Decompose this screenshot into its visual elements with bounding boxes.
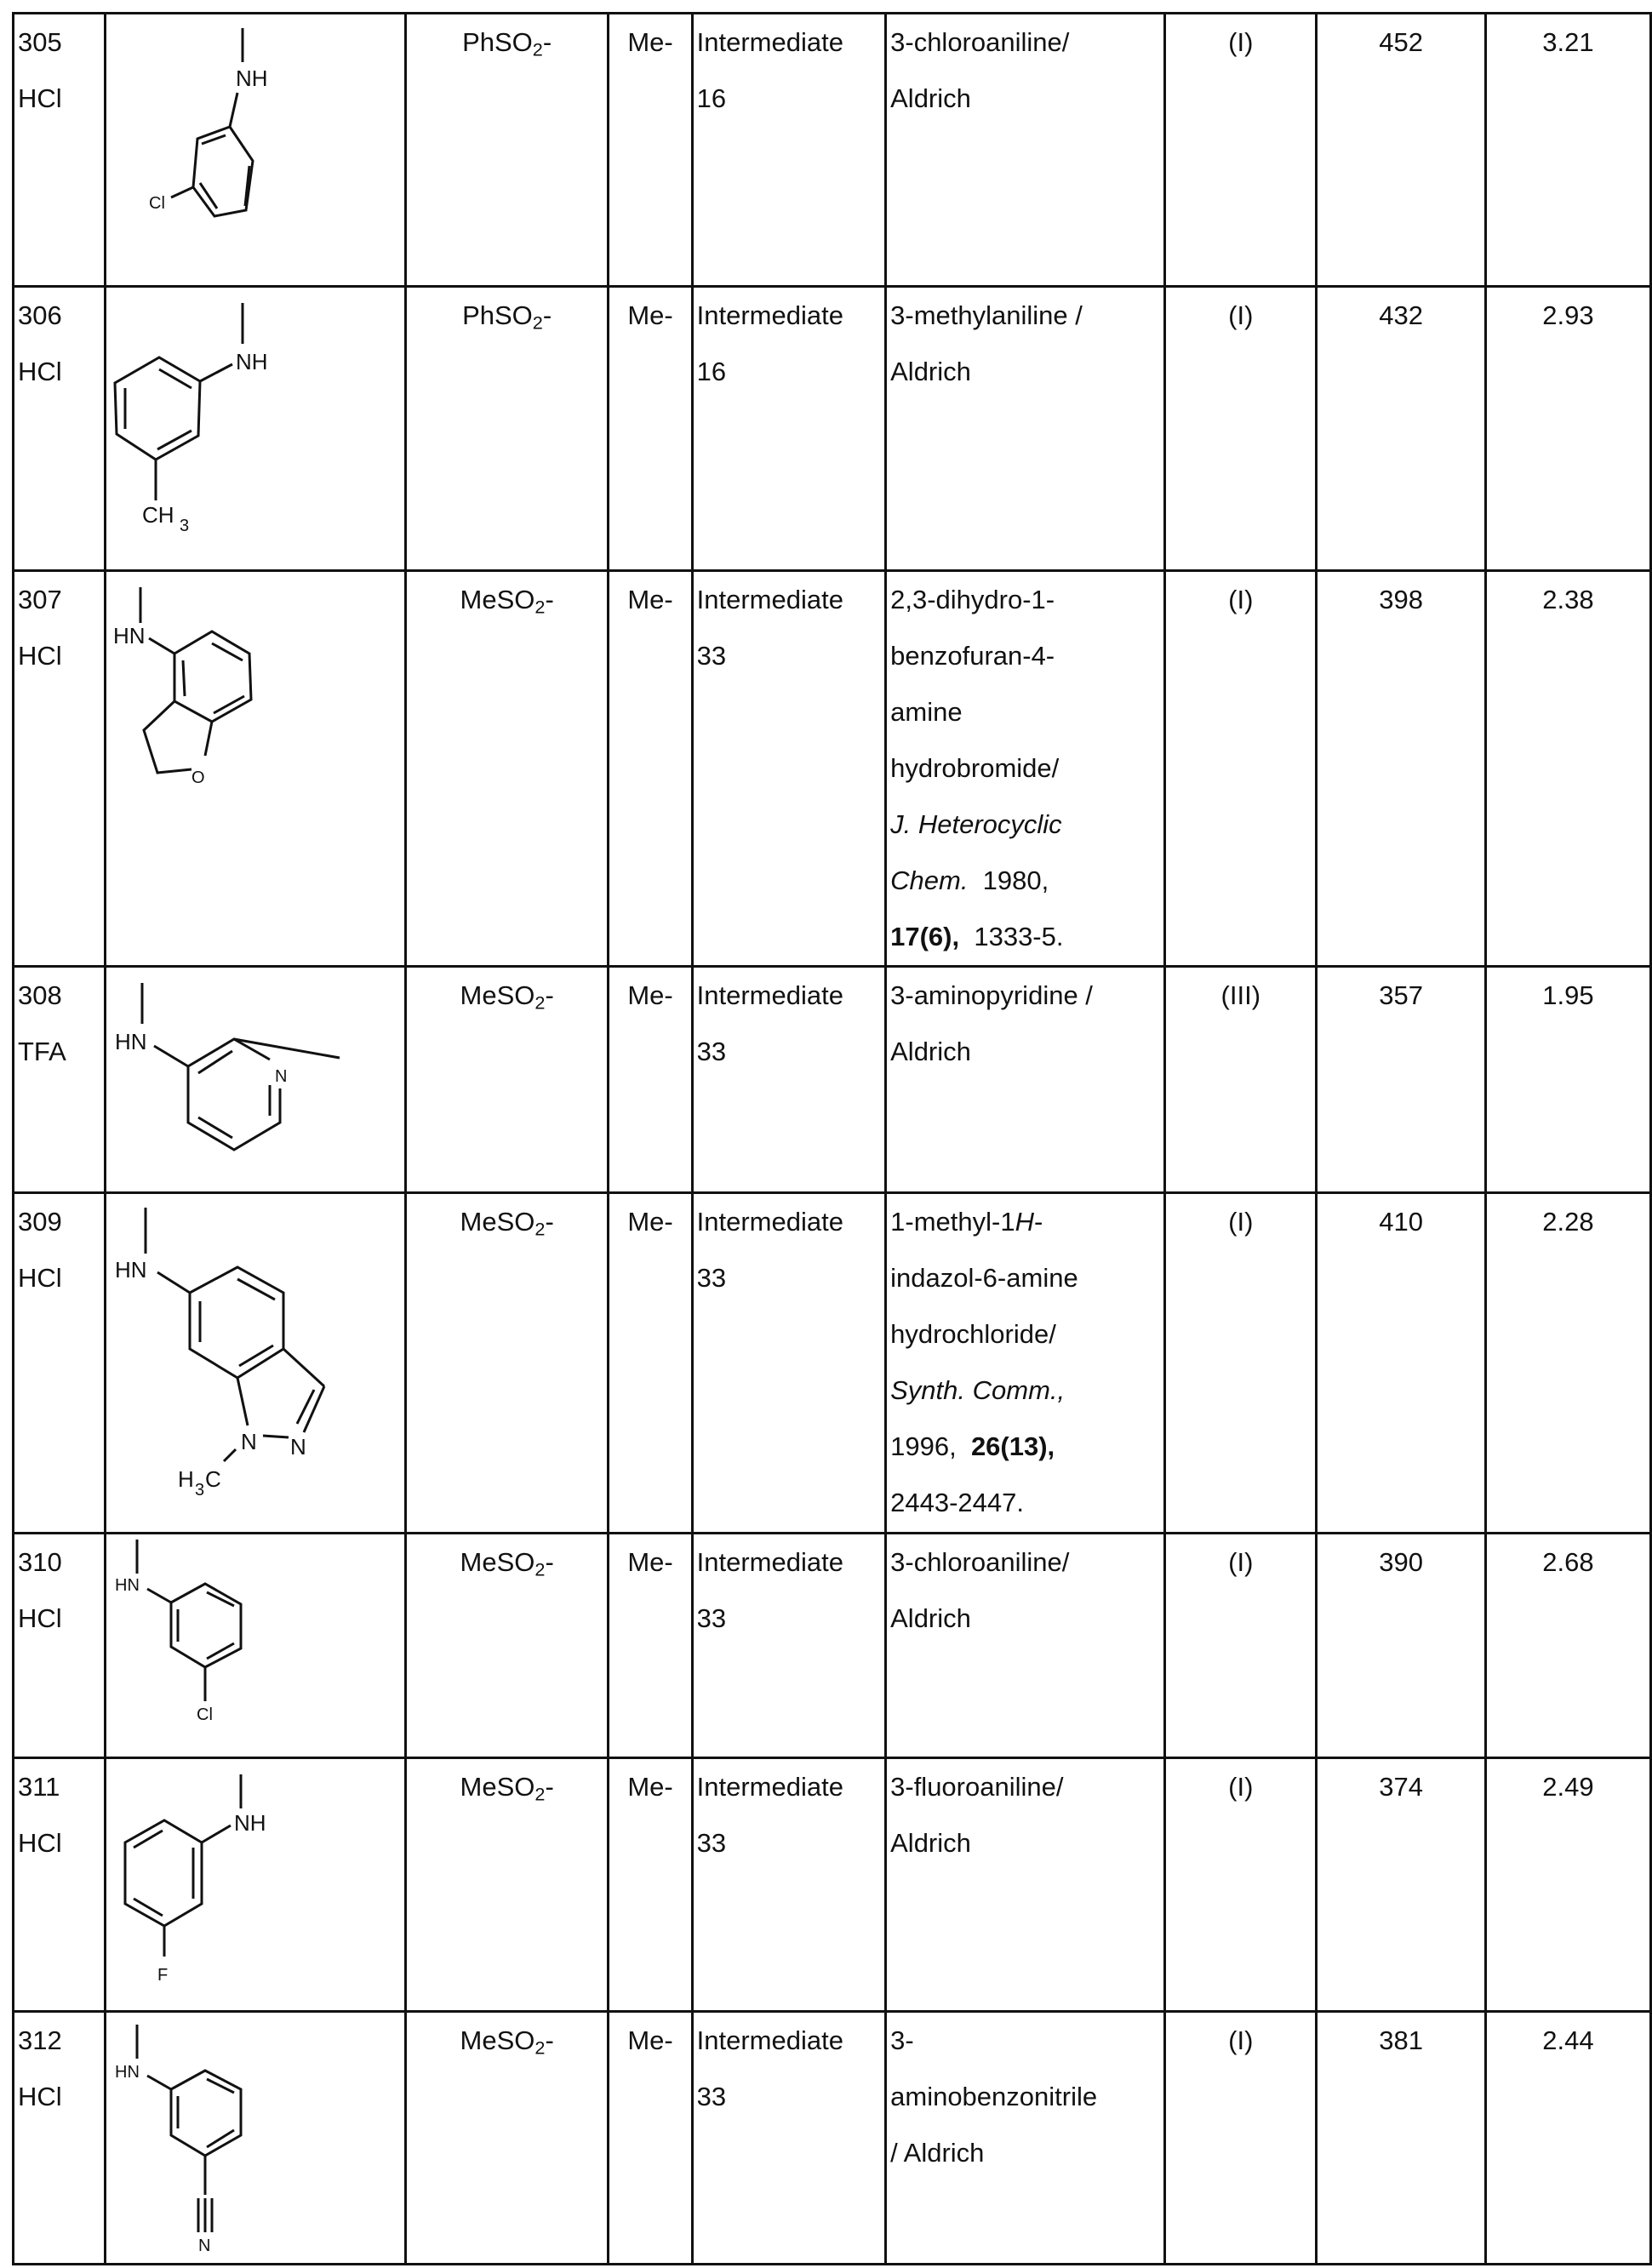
intermediate-cell: Intermediate 33 <box>692 571 885 967</box>
3-fluorophenyl-amino-structure-icon <box>106 1759 438 2013</box>
reference-pages: 2443-2447. <box>890 1488 1024 1517</box>
r2-cell: Me- <box>609 1534 692 1758</box>
1-methylindazol-6-yl-amino-structure-icon <box>106 1194 438 1534</box>
mass-cell: 357 <box>1317 967 1486 1193</box>
r1-cell: MeSO$_2$- <box>405 2012 609 2265</box>
example-number: 312 <box>18 2025 62 2055</box>
retention-time-cell: 2.28 <box>1485 1193 1650 1534</box>
table-row <box>14 1193 1651 1534</box>
svg-text:H: H <box>177 1466 194 1492</box>
structure-cell <box>105 571 405 967</box>
r1-cell: MeSO$_2$- <box>405 1193 609 1534</box>
compound-table <box>12 12 1652 2265</box>
amine-source-cell: 2,3-dihydro-1- benzofuran-4- amine hydrobromide/ J. Heterocyclic Chem. 1980, 17(6), 1333-5. <box>886 571 1165 967</box>
method-cell: (III) <box>1165 967 1317 1193</box>
svg-text:Cl: Cl <box>148 194 165 213</box>
svg-text:HN: HN <box>114 1257 147 1283</box>
reference-volume-pages: 17(6), 1333-5. <box>890 922 1064 951</box>
reference-year-volume: 1996, 26(13), <box>890 1431 1055 1461</box>
table-row <box>14 287 1651 571</box>
table-row <box>14 1534 1651 1758</box>
retention-time-cell: 1.95 <box>1485 967 1650 1193</box>
structure-cell <box>105 1193 405 1534</box>
method-cell: (I) <box>1165 14 1317 287</box>
table-row <box>14 1758 1651 2012</box>
table-row <box>14 571 1651 967</box>
table-row <box>14 967 1651 1193</box>
method-cell: (I) <box>1165 1534 1317 1758</box>
r2-cell: Me- <box>609 287 692 571</box>
method-cell: (I) <box>1165 1758 1317 2012</box>
example-number: 308 <box>18 980 62 1010</box>
salt-form: TFA <box>18 1037 66 1066</box>
structure-cell <box>105 2012 405 2265</box>
structure-cell <box>105 967 405 1193</box>
intermediate-cell: Intermediate 33 <box>692 1534 885 1758</box>
svg-text:HN: HN <box>114 1029 147 1054</box>
journal-reference: J. Heterocyclic <box>890 809 1062 839</box>
retention-time-cell: 2.44 <box>1485 2012 1650 2265</box>
r1-cell: MeSO$_2$- <box>405 967 609 1193</box>
reference-year: Chem. 1980, <box>890 865 1049 895</box>
r2-cell: Me- <box>609 1193 692 1534</box>
svg-text:CH: CH <box>141 502 174 528</box>
intermediate-cell: Intermediate 16 <box>692 287 885 571</box>
svg-text:Cl: Cl <box>196 1705 213 1724</box>
mass-cell: 410 <box>1317 1193 1486 1534</box>
retention-time-cell: 3.21 <box>1485 14 1650 287</box>
amine-source-cell: 1-methyl-1H- indazol-6-amine hydrochloride/ Synth. Comm., 1996, 26(13), 2443-2447. <box>886 1193 1165 1534</box>
svg-text:NH: NH <box>233 1810 266 1836</box>
example-id-cell <box>14 1534 106 1758</box>
salt-form: HCl <box>18 1263 62 1293</box>
r2-cell: Me- <box>609 2012 692 2265</box>
mass-cell: 398 <box>1317 571 1486 967</box>
3-chlorophenyl-amino-structure-icon <box>106 1534 438 1759</box>
structure-cell <box>105 14 405 287</box>
r2-cell: Me- <box>609 14 692 287</box>
example-id-cell <box>14 2012 106 2265</box>
example-number: 310 <box>18 1547 62 1577</box>
example-id-cell <box>14 1193 106 1534</box>
amine-source-cell: 3- aminobenzonitrile / Aldrich <box>886 2012 1165 2265</box>
r1-cell: MeSO$_2$- <box>405 571 609 967</box>
svg-text:3: 3 <box>179 517 190 535</box>
svg-text:NH: NH <box>235 349 268 374</box>
intermediate-cell: Intermediate 16 <box>692 14 885 287</box>
intermediate-cell: Intermediate 33 <box>692 2012 885 2265</box>
svg-text:HN: HN <box>114 1576 140 1595</box>
svg-text:N: N <box>274 1067 288 1086</box>
svg-text:HN: HN <box>112 623 146 648</box>
method-cell: (I) <box>1165 287 1317 571</box>
example-number: 309 <box>18 1207 62 1237</box>
svg-text:C: C <box>204 1466 221 1492</box>
table-row <box>14 2012 1651 2265</box>
salt-form: HCl <box>18 83 62 113</box>
method-cell: (I) <box>1165 1193 1317 1534</box>
svg-text:NH: NH <box>235 66 268 91</box>
method-cell: (I) <box>1165 2012 1317 2265</box>
amine-source-cell: 3-chloroaniline/ Aldrich <box>886 14 1165 287</box>
mass-cell: 381 <box>1317 2012 1486 2265</box>
example-id-cell <box>14 1758 106 2012</box>
mass-cell: 452 <box>1317 14 1486 287</box>
svg-text:HN: HN <box>114 2063 140 2082</box>
example-id-cell <box>14 14 106 287</box>
structure-cell <box>105 1534 405 1758</box>
r2-cell: Me- <box>609 571 692 967</box>
r2-cell: Me- <box>609 1758 692 2012</box>
salt-form: HCl <box>18 1828 62 1858</box>
svg-text:O: O <box>191 768 205 787</box>
svg-text:N: N <box>289 1434 306 1460</box>
amine-source-cell: 3-fluoroaniline/ Aldrich <box>886 1758 1165 2012</box>
salt-form: HCl <box>18 357 62 386</box>
3-methylphenyl-amino-structure-icon <box>106 288 438 572</box>
retention-time-cell: 2.49 <box>1485 1758 1650 2012</box>
svg-text:N: N <box>197 2237 211 2255</box>
intermediate-cell: Intermediate 33 <box>692 967 885 1193</box>
dihydrobenzofuranyl-amino-structure-icon <box>106 572 438 958</box>
structure-cell <box>105 287 405 571</box>
table-row <box>14 14 1651 287</box>
intermediate-cell: Intermediate 33 <box>692 1758 885 2012</box>
svg-text:F: F <box>157 1966 169 1985</box>
amine-source-cell: 3-methylaniline / Aldrich <box>886 287 1165 571</box>
amine-source-cell: 3-aminopyridine / Aldrich <box>886 967 1165 1193</box>
r1-cell: MeSO$_2$- <box>405 1758 609 2012</box>
example-number: 305 <box>18 27 62 57</box>
journal-reference: Synth. Comm., <box>890 1375 1066 1405</box>
svg-text:3: 3 <box>194 1481 205 1500</box>
example-number: 306 <box>18 300 62 330</box>
example-number: 307 <box>18 585 62 614</box>
3-cyanophenyl-amino-structure-icon <box>106 2013 438 2265</box>
mass-cell: 432 <box>1317 287 1486 571</box>
method-cell: (I) <box>1165 571 1317 967</box>
svg-text:N: N <box>240 1429 257 1454</box>
salt-form: HCl <box>18 641 62 671</box>
r1-cell: MeSO$_2$- <box>405 1534 609 1758</box>
r1-cell: PhSO$_2$- <box>405 287 609 571</box>
example-id-cell <box>14 287 106 571</box>
intermediate-cell: Intermediate 33 <box>692 1193 885 1534</box>
mass-cell: 374 <box>1317 1758 1486 2012</box>
salt-form: HCl <box>18 1603 62 1633</box>
retention-time-cell: 2.68 <box>1485 1534 1650 1758</box>
r1-cell: PhSO$_2$- <box>405 14 609 287</box>
r2-cell: Me- <box>609 967 692 1193</box>
salt-form: HCl <box>18 2082 62 2111</box>
example-id-cell <box>14 967 106 1193</box>
pyridin-3-yl-amino-structure-icon <box>106 968 438 1194</box>
example-id-cell <box>14 571 106 967</box>
retention-time-cell: 2.38 <box>1485 571 1650 967</box>
retention-time-cell: 2.93 <box>1485 287 1650 571</box>
mass-cell: 390 <box>1317 1534 1486 1758</box>
example-number: 311 <box>18 1772 60 1802</box>
3-chlorophenyl-amino-structure-icon <box>106 14 438 288</box>
structure-cell <box>105 1758 405 2012</box>
amine-source-cell: 3-chloroaniline/ Aldrich <box>886 1534 1165 1758</box>
